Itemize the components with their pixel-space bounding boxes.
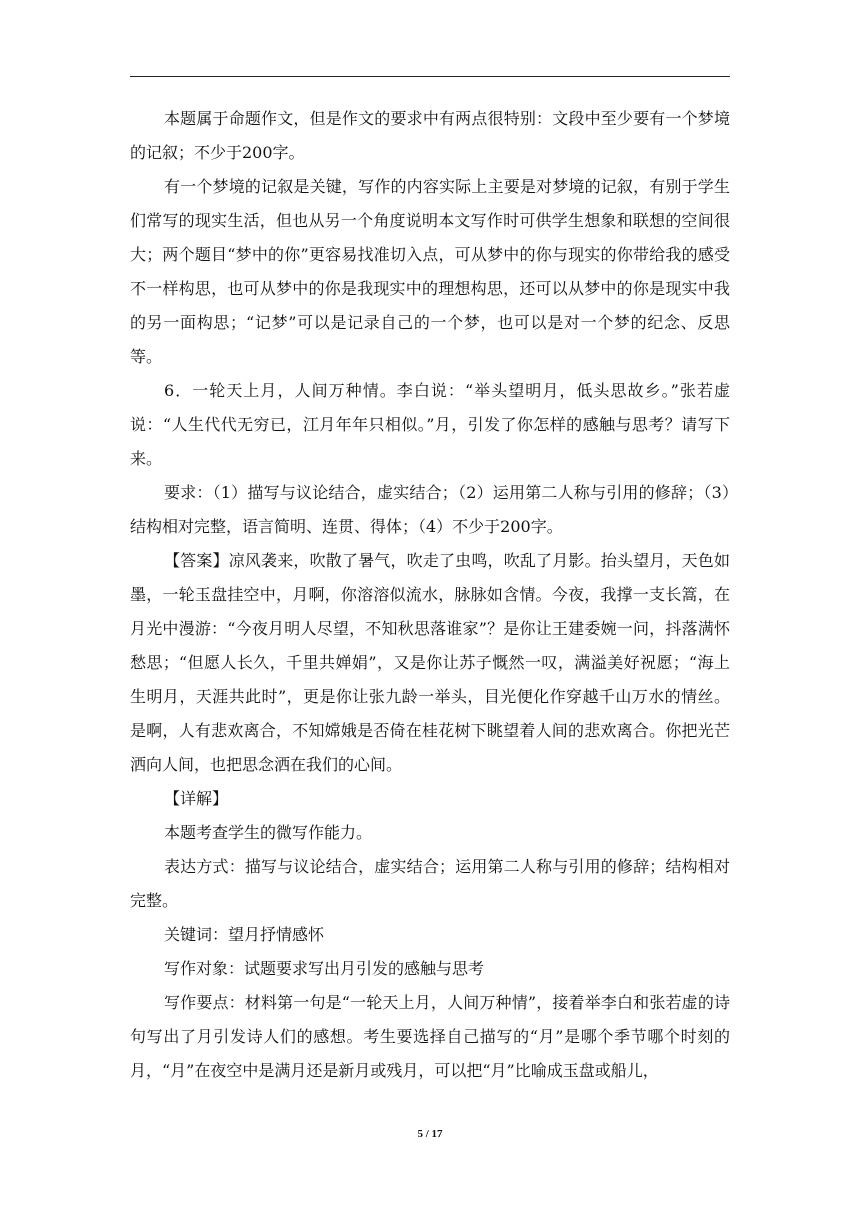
paragraph-writing-points: 写作要点：材料第一句是“一轮天上月，人间万种情”，接着举李白和张若虚的诗句写出了月引发诗人们的感想。考生要选择自己描写的“月”是哪个季节哪个时刻的月，“月”在夜空中是满月还是新月或残月，可以把“月”比喻成玉盘或船儿，	[130, 993, 730, 1080]
paragraph-essay-analysis: 本题属于命题作文，但是作文的要求中有两点很特别：文段中至少要有一个梦境的记叙；不少于200字。	[130, 109, 730, 162]
paragraph-answer: 【答案】凉风袭来，吹散了暑气，吹走了虫鸣，吹乱了月影。抬头望月，天色如墨，一轮玉盘挂空中，月啊，你溶溶似流水，脉脉如含情。今夜，我撑一支长篙，在月光中漫游：“今夜月明人尽望，不知秋思落谁家”？是你让王建委婉一问，抖落满怀愁思；“但愿人长久，千里共婵娟”，又是你让苏子慨然一叹，满溢美好祝愿；“海上生明月，天涯共此时”，更是你让张九龄一举头，目光便化作穿越千山万水的情丝。是啊，人有悲欢离合，不知嫦娥是否倚在桂花树下眺望着人间的悲欢离合。你把光芒洒向人间，也把思念洒在我们的心间。	[130, 551, 730, 774]
paragraph-explanation-heading: 【详解】	[164, 789, 229, 808]
paragraph-question-6: 6．一轮天上月，人间万种情。李白说：“举头望明月，低头思故乡。”张若虚说：“人生代代无穷已，江月年年只相似。”月，引发了你怎样的感触与思考？请写下来。	[130, 381, 730, 468]
header-rule	[130, 76, 730, 77]
paragraph-skill-test: 本题考查学生的微写作能力。	[164, 823, 373, 842]
paragraph-dream-key: 有一个梦境的记叙是关键，写作的内容实际上主要是对梦境的记叙，有别于学生们常写的现实生活，但也从另一个角度说明本文写作时可供学生想象和联想的空间很大；两个题目“梦中的你”更容易找准切入点，可从梦中的你与现实的你带给我的感受不一样构思，也可从梦中的你是我现实中的理想构思，还可以从梦中的你是现实中我的另一面构思；“记梦”可以是记录自己的一个梦，也可以是对一个梦的纪念、反思等。	[130, 177, 730, 366]
paragraph-requirements: 要求：（1）描写与议论结合，虚实结合；（2）运用第二人称与引用的修辞；（3）结构相对完整，语言简明、连贯、得体；（4）不少于200字。	[130, 483, 730, 536]
paragraph-writing-object: 写作对象：试题要求写出月引发的感触与思考	[164, 959, 485, 978]
body-text	[130, 102, 730, 1088]
paragraph-expression: 表达方式：描写与议论结合，虚实结合；运用第二人称与引用的修辞；结构相对完整。	[130, 857, 730, 910]
paragraph-keywords: 关键词：望月抒情感怀	[164, 925, 325, 944]
page-number: 5 / 17	[417, 1128, 443, 1140]
